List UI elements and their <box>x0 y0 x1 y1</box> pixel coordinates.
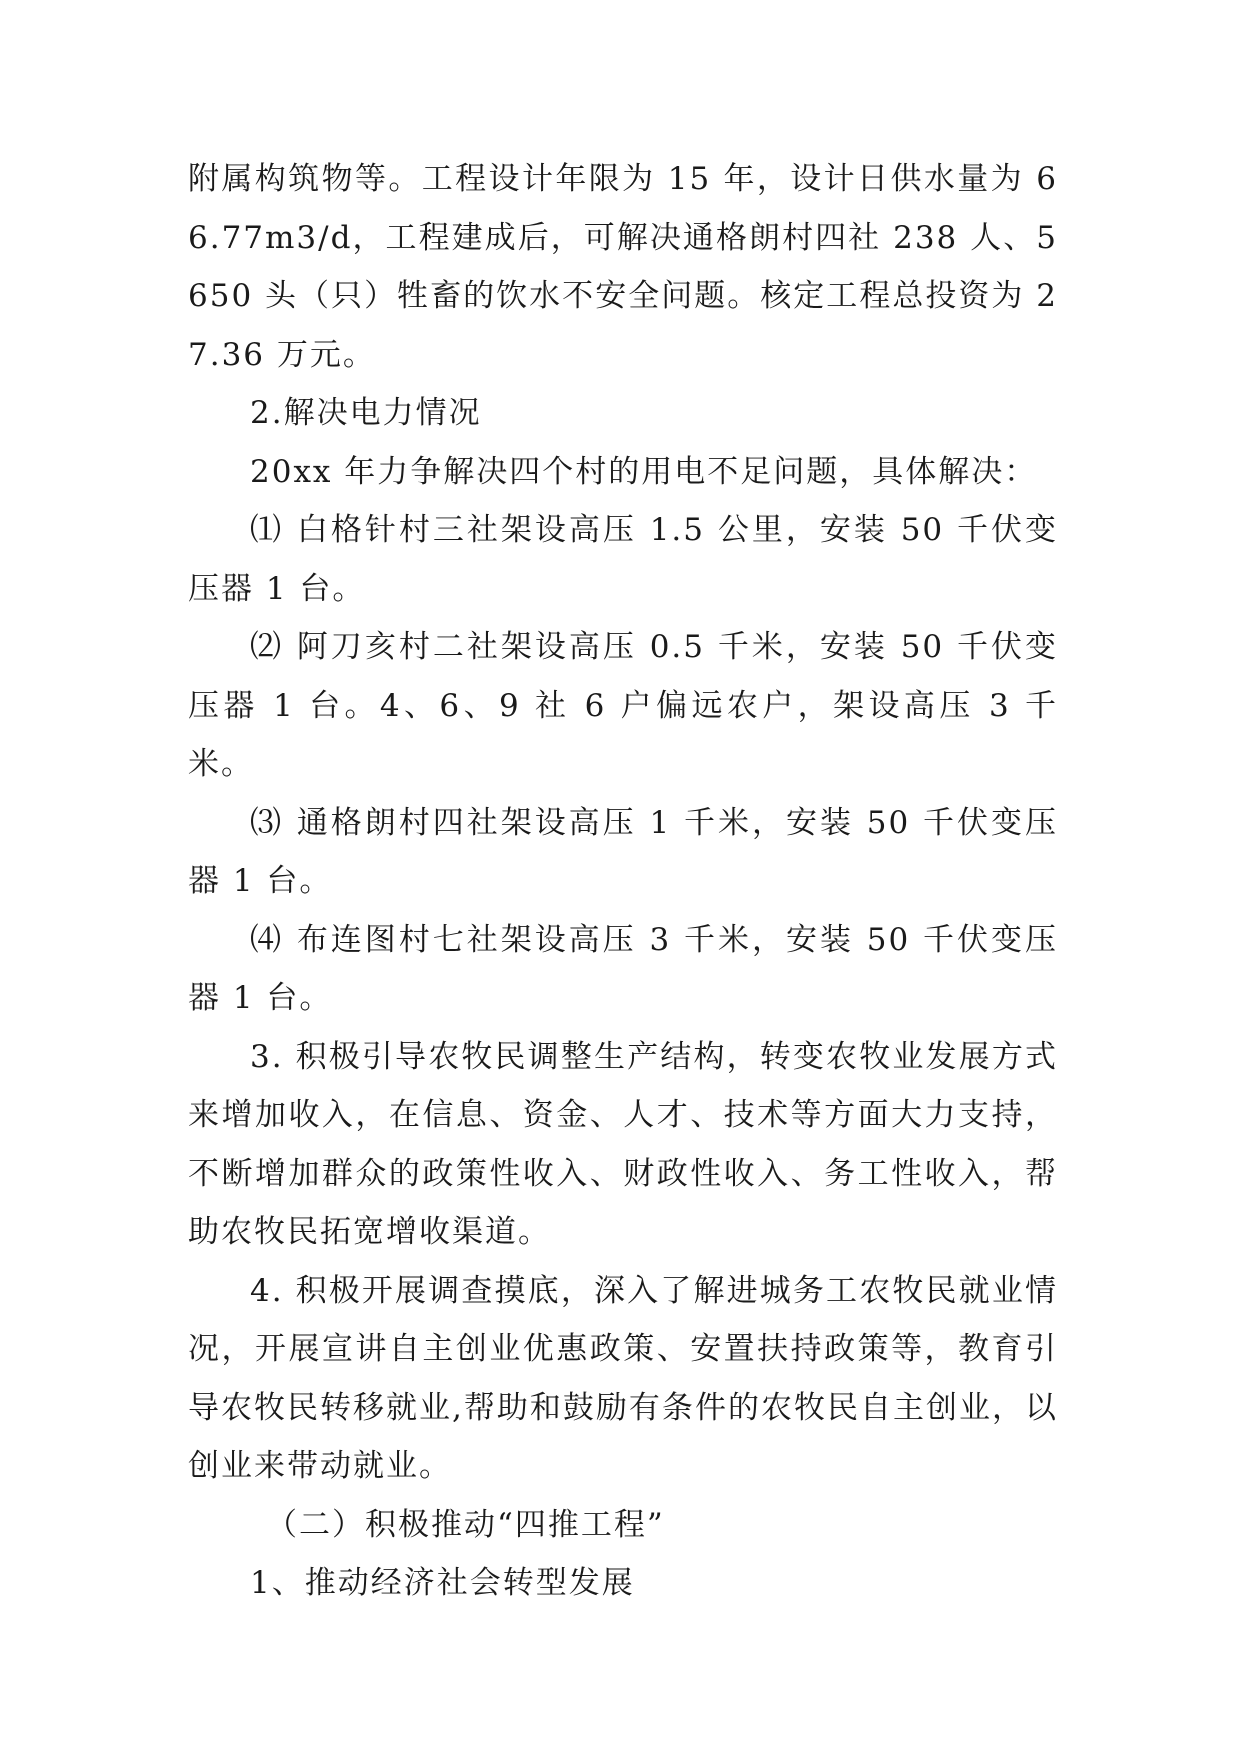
list-item-power-1: ⑴ 白格针村三社架设高压 1.5 公里，安装 50 千伏变压器 1 台。 <box>188 512 1058 607</box>
document-body <box>188 150 1058 1613</box>
list-item-power-3: ⑶ 通格朗村四社架设高压 1 千米，安装 50 千伏变压器 1 台。 <box>188 804 1058 899</box>
paragraph-production-structure: 3. 积极引导农牧民调整生产结构，转变农牧业发展方式来增加收入，在信息、资金、人才、技术等方面大力支持，不断增加群众的政策性收入、财政性收入、务工性收入，帮助农牧民拓宽增收渠道。 <box>188 1038 1058 1250</box>
subheading-economic-transformation: 1、推动经济社会转型发展 <box>250 1565 635 1601</box>
paragraph-employment-survey: 4. 积极开展调查摸底，深入了解进城务工农牧民就业情况，开展宣讲自主创业优惠政策、安置扶持政策等，教育引导农牧民转移就业,帮助和鼓励有条件的农牧民自主创业，以创业来带动就业。 <box>188 1272 1058 1484</box>
section-heading-four-projects: （二）积极推动“四推工程” <box>266 1506 665 1543</box>
heading-electric-power: 2.解决电力情况 <box>250 395 482 431</box>
list-item-power-4: ⑷ 布连图村七社架设高压 3 千米，安装 50 千伏变压器 1 台。 <box>188 921 1058 1016</box>
list-item-power-2: ⑵ 阿刀亥村二社架设高压 0.5 千米，安装 50 千伏变压器 1 台。4、6、9 社 6 户偏远农户，架设高压 3 千米。 <box>188 629 1058 782</box>
paragraph-water-project-continued: 附属构筑物等。工程设计年限为 15 年，设计日供水量为 66.77m3/d，工程建成后，可解决通格朗村四社 238 人、5650 头（只）牲畜的饮水不安全问题。核定工程总投资为 27.36 万元。 <box>188 161 1058 373</box>
paragraph-power-plan: 20xx 年力争解决四个村的用电不足问题，具体解决： <box>250 453 1038 490</box>
